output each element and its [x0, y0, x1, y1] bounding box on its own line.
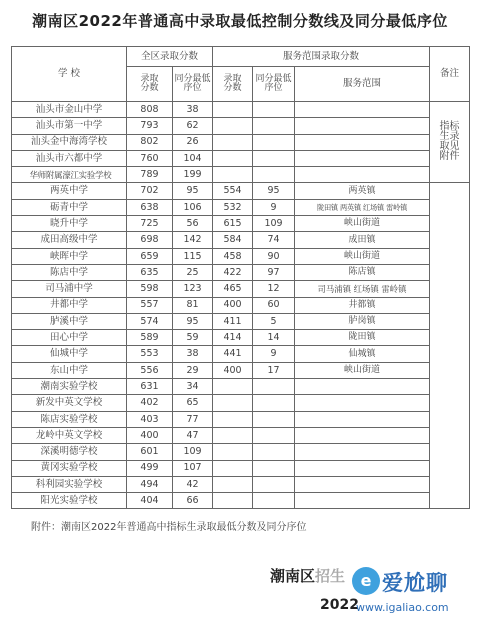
organization-name: 潮南区	[270, 567, 316, 585]
table-row	[12, 102, 470, 118]
district-score: 403	[127, 411, 173, 427]
service-area: 井都镇	[295, 297, 430, 313]
district-rank: 104	[173, 150, 213, 166]
district-score: 553	[127, 346, 173, 362]
remark-line: 取见	[439, 141, 460, 153]
service-score	[213, 150, 253, 166]
district-rank: 62	[173, 118, 213, 134]
service-score: 584	[213, 232, 253, 248]
table-row	[12, 248, 470, 264]
remark-line: 附件	[439, 151, 460, 163]
service-rank	[253, 460, 295, 476]
service-area	[295, 493, 430, 509]
service-score: 400	[213, 362, 253, 378]
school-name: 成田高级中学	[12, 232, 127, 248]
district-rank: 25	[173, 264, 213, 280]
district-rank: 34	[173, 379, 213, 395]
district-score: 556	[127, 362, 173, 378]
school-name: 陈店中学	[12, 264, 127, 280]
district-score: 574	[127, 313, 173, 329]
service-area: 陇田镇 两英镇 红场镇 雷岭镇	[295, 199, 430, 215]
school-name: 井都中学	[12, 297, 127, 313]
table-row	[12, 134, 470, 150]
district-rank: 115	[173, 248, 213, 264]
table-row	[12, 395, 470, 411]
col-header-service-scores: 服务范围录取分数	[213, 47, 430, 67]
service-area: 陇田镇	[295, 330, 430, 346]
table-row	[12, 199, 470, 215]
service-rank	[253, 379, 295, 395]
school-name: 深溪明德学校	[12, 444, 127, 460]
page-title: 潮南区2022年普通高中录取最低控制分数线及同分最低序位	[32, 12, 448, 30]
district-score: 808	[127, 102, 173, 118]
district-rank: 199	[173, 167, 213, 183]
school-name: 东山中学	[12, 362, 127, 378]
table-row	[12, 444, 470, 460]
service-rank: 9	[253, 199, 295, 215]
service-score	[213, 411, 253, 427]
service-score: 532	[213, 199, 253, 215]
service-rank	[253, 444, 295, 460]
district-rank: 109	[173, 444, 213, 460]
school-name: 黄冈实验学校	[12, 460, 127, 476]
service-score	[213, 460, 253, 476]
remark-line: 指标	[439, 121, 460, 133]
district-score: 702	[127, 183, 173, 199]
table-row	[12, 281, 470, 297]
school-name: 阳光实验学校	[12, 493, 127, 509]
watermark-url: www.igaliao.com	[356, 601, 449, 614]
district-rank: 56	[173, 216, 213, 232]
table-row	[12, 346, 470, 362]
service-area	[295, 134, 430, 150]
district-score: 793	[127, 118, 173, 134]
service-score	[213, 476, 253, 492]
table-row	[12, 118, 470, 134]
school-name: 汕头市六都中学	[12, 150, 127, 166]
table-row	[12, 150, 470, 166]
col-header-svc-score: 录取分数	[213, 67, 253, 102]
table-row	[12, 183, 470, 199]
remark-blank	[430, 183, 470, 509]
service-score: 441	[213, 346, 253, 362]
district-rank: 142	[173, 232, 213, 248]
col-header-svc-rank: 同分最低序位	[253, 67, 295, 102]
service-rank	[253, 134, 295, 150]
school-name: 汕头市第一中学	[12, 118, 127, 134]
service-area: 峡山街道	[295, 362, 430, 378]
district-rank: 59	[173, 330, 213, 346]
service-score	[213, 444, 253, 460]
table-row	[12, 411, 470, 427]
district-score: 789	[127, 167, 173, 183]
table-row	[12, 216, 470, 232]
service-score: 411	[213, 313, 253, 329]
col-header-school: 学 校	[12, 47, 127, 102]
service-score: 554	[213, 183, 253, 199]
district-rank: 106	[173, 199, 213, 215]
school-name: 晓升中学	[12, 216, 127, 232]
admission-score-table	[11, 46, 470, 509]
service-area	[295, 167, 430, 183]
service-area	[295, 118, 430, 134]
service-rank: 5	[253, 313, 295, 329]
organization-name-faded: 招生	[315, 567, 346, 585]
table-row	[12, 297, 470, 313]
service-score: 465	[213, 281, 253, 297]
service-rank: 90	[253, 248, 295, 264]
school-name: 胪溪中学	[12, 313, 127, 329]
service-score	[213, 118, 253, 134]
service-rank: 97	[253, 264, 295, 280]
service-rank: 74	[253, 232, 295, 248]
col-header-remark: 备注	[430, 47, 470, 102]
col-header-score: 录取分数	[127, 67, 173, 102]
table-row	[12, 313, 470, 329]
watermark-site-name: 爱尬聊	[382, 571, 448, 595]
district-score: 725	[127, 216, 173, 232]
service-score: 400	[213, 297, 253, 313]
district-rank: 47	[173, 427, 213, 443]
service-area	[295, 476, 430, 492]
school-name: 田心中学	[12, 330, 127, 346]
district-score: 601	[127, 444, 173, 460]
service-area	[295, 444, 430, 460]
service-score	[213, 493, 253, 509]
service-area	[295, 460, 430, 476]
service-rank	[253, 395, 295, 411]
table-row	[12, 427, 470, 443]
service-area: 峡山街道	[295, 248, 430, 264]
service-score	[213, 395, 253, 411]
service-rank	[253, 427, 295, 443]
service-rank: 95	[253, 183, 295, 199]
school-name: 科利园实验学校	[12, 476, 127, 492]
table-row	[12, 379, 470, 395]
service-rank	[253, 150, 295, 166]
district-score: 631	[127, 379, 173, 395]
school-name: 龙岭中英文学校	[12, 427, 127, 443]
service-area	[295, 411, 430, 427]
district-score: 659	[127, 248, 173, 264]
school-name: 华师附属濠江实验学校	[12, 167, 127, 183]
district-score: 802	[127, 134, 173, 150]
district-rank: 81	[173, 297, 213, 313]
watermark	[352, 565, 472, 623]
district-score: 404	[127, 493, 173, 509]
school-name: 新发中英文学校	[12, 395, 127, 411]
remark-line: 生录	[439, 131, 460, 143]
service-rank: 17	[253, 362, 295, 378]
service-rank: 14	[253, 330, 295, 346]
school-name: 砺青中学	[12, 199, 127, 215]
table-row	[12, 232, 470, 248]
service-rank: 12	[253, 281, 295, 297]
service-score	[213, 102, 253, 118]
district-rank: 77	[173, 411, 213, 427]
school-name: 汕头金中海湾学校	[12, 134, 127, 150]
service-area	[295, 102, 430, 118]
service-score	[213, 427, 253, 443]
service-area: 峡山街道	[295, 216, 430, 232]
service-score: 458	[213, 248, 253, 264]
service-rank	[253, 411, 295, 427]
school-name: 汕头市金山中学	[12, 102, 127, 118]
col-header-district-scores: 全区录取分数	[127, 47, 213, 67]
district-score: 494	[127, 476, 173, 492]
table-row	[12, 330, 470, 346]
service-rank	[253, 167, 295, 183]
school-name: 峡晖中学	[12, 248, 127, 264]
service-rank	[253, 102, 295, 118]
service-area	[295, 427, 430, 443]
district-rank: 123	[173, 281, 213, 297]
district-score: 698	[127, 232, 173, 248]
service-area: 两英镇	[295, 183, 430, 199]
service-area: 陈店镇	[295, 264, 430, 280]
service-area: 成田镇	[295, 232, 430, 248]
issue-date: 2022	[320, 597, 359, 613]
district-score: 557	[127, 297, 173, 313]
service-area: 胪岗镇	[295, 313, 430, 329]
service-area: 司马浦镇 红场镇 雷岭镇	[295, 281, 430, 297]
district-score: 402	[127, 395, 173, 411]
district-rank: 107	[173, 460, 213, 476]
service-area	[295, 150, 430, 166]
school-name: 司马浦中学	[12, 281, 127, 297]
table-row	[12, 493, 470, 509]
school-name: 仙城中学	[12, 346, 127, 362]
table-row	[12, 362, 470, 378]
service-rank	[253, 493, 295, 509]
district-score: 589	[127, 330, 173, 346]
service-rank	[253, 118, 295, 134]
remark-cell	[430, 102, 470, 183]
service-score: 414	[213, 330, 253, 346]
service-area: 仙城镇	[295, 346, 430, 362]
watermark-logo-icon: e	[352, 567, 380, 595]
table-row	[12, 167, 470, 183]
service-score: 615	[213, 216, 253, 232]
district-score: 499	[127, 460, 173, 476]
district-score: 760	[127, 150, 173, 166]
footnote: 附件：潮南区2022年普通高中指标生录取最低分数及同分序位	[31, 522, 307, 533]
school-name: 潮南实验学校	[12, 379, 127, 395]
service-area	[295, 395, 430, 411]
service-score: 422	[213, 264, 253, 280]
table-row	[12, 476, 470, 492]
school-name: 两英中学	[12, 183, 127, 199]
district-rank: 38	[173, 102, 213, 118]
district-rank: 42	[173, 476, 213, 492]
col-header-area: 服务范围	[295, 67, 430, 102]
district-rank: 95	[173, 183, 213, 199]
service-score	[213, 167, 253, 183]
col-header-rank: 同分最低序位	[173, 67, 213, 102]
service-rank: 109	[253, 216, 295, 232]
issuing-organization	[270, 565, 345, 586]
service-score	[213, 379, 253, 395]
service-area	[295, 379, 430, 395]
service-score	[213, 134, 253, 150]
district-rank: 29	[173, 362, 213, 378]
service-rank: 60	[253, 297, 295, 313]
service-rank	[253, 476, 295, 492]
district-rank: 95	[173, 313, 213, 329]
district-rank: 65	[173, 395, 213, 411]
district-score: 598	[127, 281, 173, 297]
district-rank: 66	[173, 493, 213, 509]
service-rank: 9	[253, 346, 295, 362]
school-name: 陈店实验学校	[12, 411, 127, 427]
district-score: 400	[127, 427, 173, 443]
district-score: 635	[127, 264, 173, 280]
district-rank: 26	[173, 134, 213, 150]
district-rank: 38	[173, 346, 213, 362]
district-score: 638	[127, 199, 173, 215]
table-row	[12, 264, 470, 280]
table-row	[12, 460, 470, 476]
